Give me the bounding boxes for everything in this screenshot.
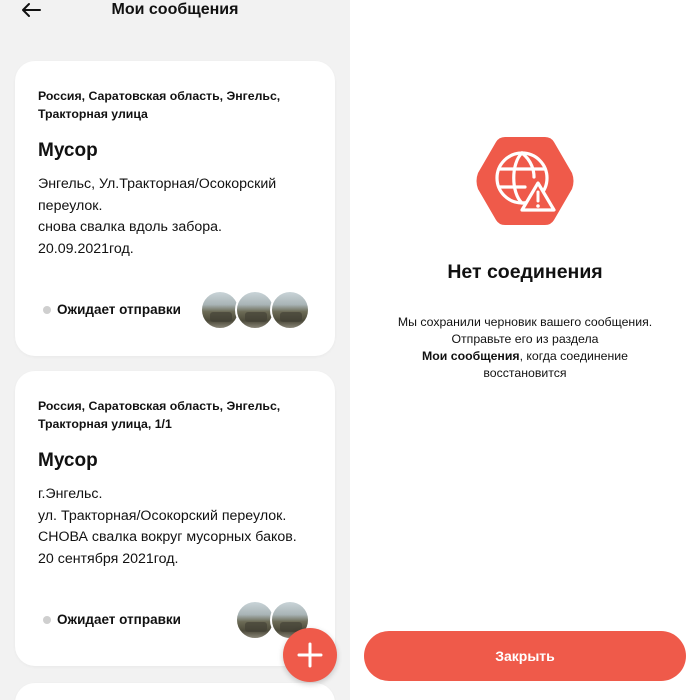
no-connection-dialog <box>350 0 700 700</box>
add-message-button[interactable] <box>283 628 337 682</box>
message-category: Мусор <box>38 140 98 161</box>
globe-warning-icon <box>475 131 575 231</box>
dialog-title: Нет соединения <box>447 261 603 283</box>
message-description: Энгельс, Ул.Тракторная/Осокорский переулок. снова свалка вдоль забора. 20.09.2021год. <box>38 176 277 257</box>
message-category: Мусор <box>38 450 98 471</box>
photo-thumbnail <box>200 290 240 330</box>
photo-thumbnail <box>235 600 275 640</box>
message-address: Россия, Саратовская область, Энгельс, Тракторная улица <box>38 89 281 121</box>
dialog-message-line <box>375 348 675 365</box>
message-status <box>43 612 181 627</box>
dialog-message-line: восстановится <box>483 366 567 380</box>
dialog-message-line: Мы сохранили черновик вашего сообщения. <box>397 315 653 329</box>
message-status <box>43 302 181 317</box>
message-description: г.Энгельс. ул. Тракторная/Осокорский переулок. СНОВА свалка вокруг мусорных баков. 20 сентября 2021год. <box>38 486 297 567</box>
status-dot-icon <box>43 306 51 314</box>
status-label: Ожидает отправки <box>57 612 181 627</box>
status-dot-icon <box>43 616 51 624</box>
message-card[interactable] <box>15 683 335 700</box>
my-messages-link-text: Мои сообщения <box>422 349 520 363</box>
photo-thumbnail <box>270 290 310 330</box>
message-address: Россия, Саратовская область, Энгельс, Тракторная улица, 1/1 <box>38 399 281 431</box>
dialog-message-text: , когда соединение <box>519 349 628 363</box>
dialog-message-line: Отправьте его из раздела <box>451 332 599 346</box>
page-title: Мои сообщения <box>111 1 239 18</box>
photo-thumbnail <box>235 290 275 330</box>
plus-icon <box>296 641 324 669</box>
close-button[interactable]: Закрыть <box>364 631 686 681</box>
message-card[interactable] <box>15 371 335 666</box>
message-card[interactable] <box>15 61 335 356</box>
dialog-message <box>375 314 675 382</box>
header-bar <box>0 0 350 26</box>
status-label: Ожидает отправки <box>57 302 181 317</box>
photo-thumbnails <box>200 290 312 330</box>
